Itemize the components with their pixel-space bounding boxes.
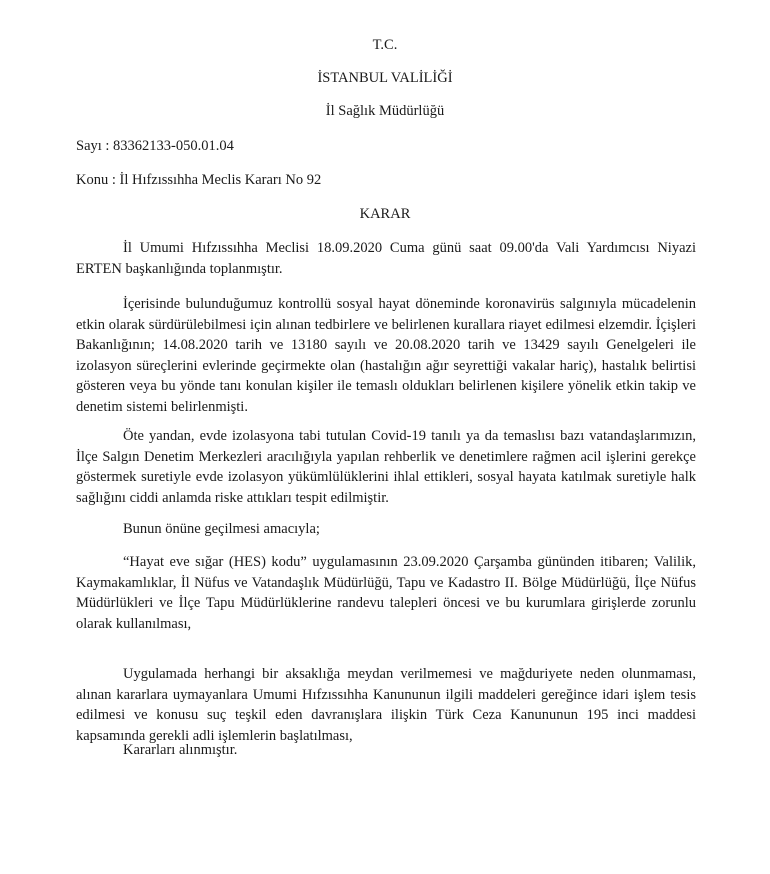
- document-number: Sayı : 83362133-050.01.04: [76, 138, 234, 154]
- header-il-saglik-mudurlugu: İl Sağlık Müdürlüğü: [325, 103, 445, 119]
- document-subject: Konu : İl Hıfzıssıhha Meclis Kararı No 92: [76, 172, 322, 188]
- header-istanbul-valiligi: İSTANBUL VALİLİĞİ: [317, 70, 453, 86]
- paragraph-7: Kararları alınmıştır.: [123, 742, 238, 758]
- paragraph-1: İl Umumi Hıfzıssıhha Meclisi 18.09.2020 Cuma günü saat 09.00'da Vali Yardımcısı Niyazi ERTEN başkanlığında toplanmıştır.: [76, 240, 696, 277]
- paragraph-5: “Hayat eve sığar (HES) kodu” uygulamasının 23.09.2020 Çarşamba gününden itibaren; Valilik, Kaymakamlıklar, İl Nüfus ve Vatandaşlık Müdürlüğü, Tapu ve Kadastro II. Bölge Müdürlüğü, İlçe Nüfus Müdürlükleri ve İlçe Tapu Müdürlüklerine randevu talepleri öncesi ve bu kurumlara girişlerde zorunlu olarak kullanılması,: [76, 554, 696, 632]
- document-title: KARAR: [359, 206, 411, 222]
- paragraph-4: Bunun önüne geçilmesi amacıyla;: [123, 521, 320, 537]
- paragraph-2: İçerisinde bulunduğumuz kontrollü sosyal hayat döneminde koronavirüs salgınıyla mücadelenin etkin olarak sürdürülebilmesi için alınan tedbirlere ve belirlenen kurallara riayet edilmesi elzemdir. İçişleri Bakanlığının; 14.08.2020 tarih ve 13180 sayılı ve 20.08.2020 tarih ve 13429 sayılı Genelgeleri ile izolasyon süreçlerini evlerinde geçirmekte olan (hastalığın ağır seyrettiği vakalar hariç), hastalık belirtisi gösteren veya bu yönde tanı konulan kişiler ile temaslı oldukları belirlenen kişilere yönelik etkin takip ve denetim sistemi belirlenmişti.: [76, 296, 696, 415]
- paragraph-6: Uygulamada herhangi bir aksaklığa meydan verilmemesi ve mağduriyete neden olunmaması, alınan kararlara uymayanlara Umumi Hıfzıssıhha Kanununun ilgili maddeleri gereğince idari işlem tesis edilmesi ve konusu suç teşkil eden davranışlara ilişkin Türk Ceza Kanununun 195 inci maddesi kapsamında gerekli adli işlemlerin başlatılması,: [76, 666, 696, 744]
- paragraph-3: Öte yandan, evde izolasyona tabi tutulan Covid-19 tanılı ya da temaslısı bazı vatandaşlarımızın, İlçe Salgın Denetim Merkezleri aracılığıyla yapılan rehberlik ve denetimlere rağmen acil işlerini gerekçe göstermek suretiyle evde izolasyon yükümlülüklerini ihlal ettikleri, sosyal hayata katılmak suretiyle halk sağlığını ciddi anlamda riske attıkları tespit edilmiştir.: [76, 428, 696, 506]
- header-tc: T.C.: [372, 37, 398, 53]
